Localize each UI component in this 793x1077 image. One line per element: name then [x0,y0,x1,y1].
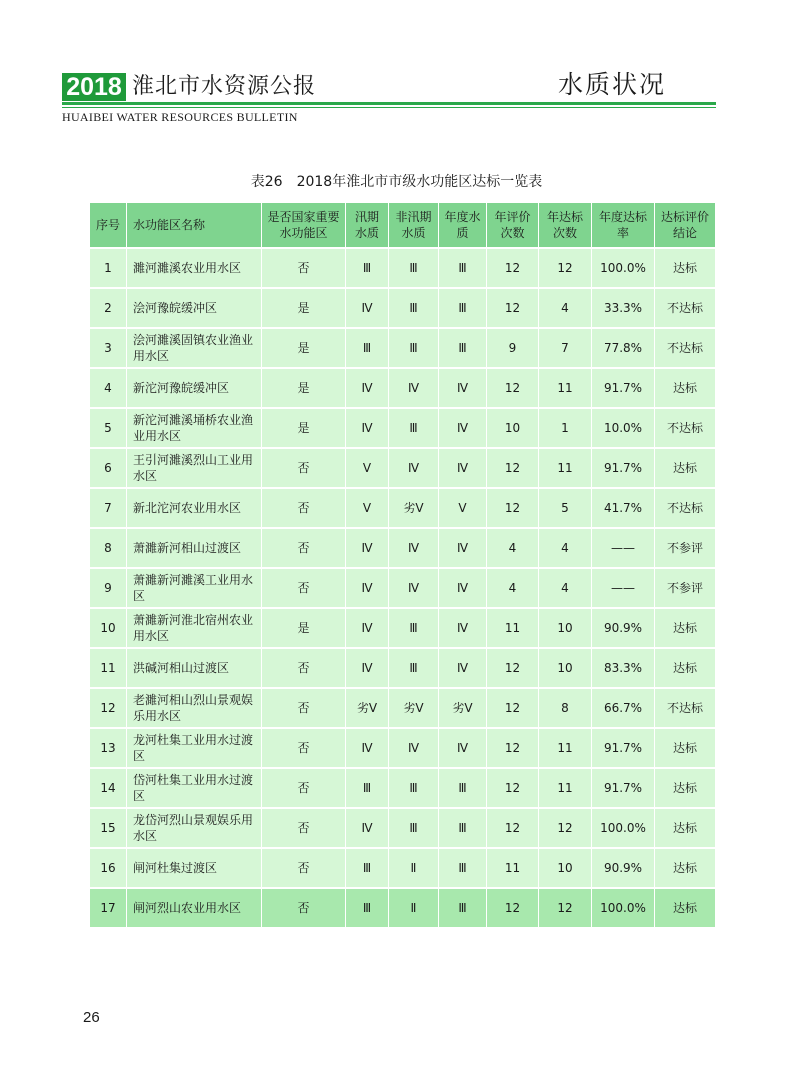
row-number-cell: 7 [90,489,127,529]
flood-season-quality-cell: Ⅳ [346,409,389,449]
table-row [90,489,716,529]
compliance-conclusion-cell: 达标 [655,889,716,929]
compliance-conclusion-cell: 不达标 [655,289,716,329]
compliance-conclusion-cell: 达标 [655,609,716,649]
row-number-cell: 9 [90,569,127,609]
annual-evaluation-count-cell: 11 [487,849,539,889]
annual-compliance-rate-cell: 83.3% [592,649,655,689]
annual-compliance-count-cell: 12 [539,889,592,929]
row-number-cell: 16 [90,849,127,889]
annual-compliance-rate-cell: 77.8% [592,329,655,369]
flood-season-quality-cell: Ⅴ [346,489,389,529]
column-header: 水功能区名称 [127,203,262,249]
page-number: 26 [83,1009,100,1026]
annual-quality-cell: Ⅲ [439,809,487,849]
water-quality-table [90,203,716,929]
table-row [90,289,716,329]
annual-quality-cell: Ⅲ [439,249,487,289]
row-number-cell: 5 [90,409,127,449]
table-row [90,689,716,729]
column-header: 是否国家重要水功能区 [262,203,346,249]
compliance-conclusion-cell: 不达标 [655,689,716,729]
annual-evaluation-count-cell: 12 [487,809,539,849]
table-row [90,889,716,929]
function-zone-name-cell: 王引河濉溪烈山工业用水区 [127,449,262,489]
function-zone-name-cell: 闸河杜集过渡区 [127,849,262,889]
row-number-cell: 3 [90,329,127,369]
bulletin-subtitle: HUAIBEI WATER RESOURCES BULLETIN [62,110,298,124]
annual-compliance-count-cell: 4 [539,529,592,569]
compliance-conclusion-cell: 不达标 [655,329,716,369]
non-flood-season-quality-cell: Ⅲ [389,249,439,289]
non-flood-season-quality-cell: Ⅳ [389,449,439,489]
annual-evaluation-count-cell: 10 [487,409,539,449]
column-header: 达标评价结论 [655,203,716,249]
national-important-flag-cell: 否 [262,689,346,729]
annual-quality-cell: Ⅳ [439,369,487,409]
national-important-flag-cell: 是 [262,369,346,409]
flood-season-quality-cell: Ⅳ [346,569,389,609]
table-row [90,609,716,649]
annual-compliance-count-cell: 4 [539,569,592,609]
annual-evaluation-count-cell: 4 [487,569,539,609]
annual-quality-cell: Ⅳ [439,609,487,649]
annual-compliance-rate-cell: 10.0% [592,409,655,449]
national-important-flag-cell: 否 [262,569,346,609]
row-number-cell: 1 [90,249,127,289]
annual-quality-cell: Ⅳ [439,449,487,489]
annual-evaluation-count-cell: 12 [487,489,539,529]
flood-season-quality-cell: Ⅲ [346,329,389,369]
header-rule [62,102,716,105]
annual-evaluation-count-cell: 12 [487,369,539,409]
national-important-flag-cell: 是 [262,609,346,649]
column-header: 汛期水质 [346,203,389,249]
non-flood-season-quality-cell: 劣Ⅴ [389,489,439,529]
function-zone-name-cell: 濉河濉溪农业用水区 [127,249,262,289]
function-zone-name-cell: 闸河烈山农业用水区 [127,889,262,929]
table-row [90,449,716,489]
annual-compliance-rate-cell: 91.7% [592,449,655,489]
flood-season-quality-cell: Ⅳ [346,369,389,409]
function-zone-name-cell: 洪碱河相山过渡区 [127,649,262,689]
table-row [90,529,716,569]
annual-quality-cell: Ⅳ [439,569,487,609]
annual-quality-cell: Ⅳ [439,529,487,569]
national-important-flag-cell: 否 [262,249,346,289]
compliance-conclusion-cell: 达标 [655,369,716,409]
compliance-conclusion-cell: 达标 [655,809,716,849]
annual-quality-cell: Ⅲ [439,329,487,369]
national-important-flag-cell: 否 [262,649,346,689]
flood-season-quality-cell: Ⅳ [346,289,389,329]
compliance-conclusion-cell: 不达标 [655,409,716,449]
annual-evaluation-count-cell: 12 [487,729,539,769]
compliance-conclusion-cell: 不参评 [655,569,716,609]
compliance-conclusion-cell: 达标 [655,449,716,489]
table-row [90,249,716,289]
table-row [90,769,716,809]
annual-compliance-rate-cell: 91.7% [592,729,655,769]
annual-evaluation-count-cell: 12 [487,449,539,489]
annual-compliance-count-cell: 10 [539,649,592,689]
annual-compliance-rate-cell: 90.9% [592,609,655,649]
national-important-flag-cell: 是 [262,409,346,449]
flood-season-quality-cell: Ⅳ [346,609,389,649]
row-number-cell: 2 [90,289,127,329]
function-zone-name-cell: 新沱河豫皖缓冲区 [127,369,262,409]
annual-compliance-count-cell: 1 [539,409,592,449]
function-zone-name-cell: 老濉河相山烈山景观娱乐用水区 [127,689,262,729]
function-zone-name-cell: 岱河杜集工业用水过渡区 [127,769,262,809]
annual-evaluation-count-cell: 9 [487,329,539,369]
annual-quality-cell: Ⅴ [439,489,487,529]
non-flood-season-quality-cell: Ⅳ [389,569,439,609]
column-header: 年度水质 [439,203,487,249]
table-row [90,369,716,409]
table-row [90,329,716,369]
function-zone-name-cell: 新北沱河农业用水区 [127,489,262,529]
non-flood-season-quality-cell: Ⅲ [389,409,439,449]
function-zone-name-cell: 龙河杜集工业用水过渡区 [127,729,262,769]
national-important-flag-cell: 否 [262,449,346,489]
annual-compliance-rate-cell: 91.7% [592,769,655,809]
annual-evaluation-count-cell: 4 [487,529,539,569]
annual-compliance-rate-cell: —— [592,569,655,609]
row-number-cell: 13 [90,729,127,769]
table-caption: 表26 2018年淮北市市级水功能区达标一览表 [250,174,543,190]
non-flood-season-quality-cell: Ⅲ [389,289,439,329]
table-row [90,809,716,849]
annual-compliance-count-cell: 11 [539,369,592,409]
bulletin-title: 淮北市水资源公报 [132,74,317,99]
annual-compliance-count-cell: 8 [539,689,592,729]
function-zone-name-cell: 萧濉新河濉溪工业用水区 [127,569,262,609]
flood-season-quality-cell: Ⅴ [346,449,389,489]
non-flood-season-quality-cell: 劣Ⅴ [389,689,439,729]
row-number-cell: 6 [90,449,127,489]
annual-evaluation-count-cell: 11 [487,609,539,649]
national-important-flag-cell: 否 [262,849,346,889]
annual-quality-cell: Ⅲ [439,769,487,809]
row-number-cell: 17 [90,889,127,929]
flood-season-quality-cell: Ⅳ [346,649,389,689]
non-flood-season-quality-cell: Ⅲ [389,809,439,849]
compliance-conclusion-cell: 达标 [655,769,716,809]
row-number-cell: 14 [90,769,127,809]
section-title: 水质状况 [557,70,666,99]
annual-quality-cell: 劣Ⅴ [439,689,487,729]
annual-quality-cell: Ⅳ [439,649,487,689]
compliance-conclusion-cell: 不参评 [655,529,716,569]
national-important-flag-cell: 否 [262,489,346,529]
flood-season-quality-cell: Ⅳ [346,729,389,769]
national-important-flag-cell: 是 [262,289,346,329]
function-zone-name-cell: 萧濉新河相山过渡区 [127,529,262,569]
function-zone-name-cell: 浍河豫皖缓冲区 [127,289,262,329]
annual-compliance-rate-cell: 100.0% [592,809,655,849]
annual-compliance-count-cell: 11 [539,729,592,769]
column-header: 年评价次数 [487,203,539,249]
compliance-conclusion-cell: 达标 [655,649,716,689]
column-header: 序号 [90,203,127,249]
table-row [90,849,716,889]
flood-season-quality-cell: Ⅳ [346,809,389,849]
flood-season-quality-cell: Ⅲ [346,769,389,809]
page-header [62,70,716,130]
non-flood-season-quality-cell: Ⅲ [389,769,439,809]
annual-compliance-count-cell: 12 [539,809,592,849]
annual-compliance-rate-cell: 100.0% [592,249,655,289]
annual-compliance-count-cell: 5 [539,489,592,529]
annual-quality-cell: Ⅳ [439,409,487,449]
non-flood-season-quality-cell: Ⅳ [389,729,439,769]
compliance-conclusion-cell: 不达标 [655,489,716,529]
annual-evaluation-count-cell: 12 [487,649,539,689]
annual-compliance-rate-cell: —— [592,529,655,569]
function-zone-name-cell: 浍河濉溪固镇农业渔业用水区 [127,329,262,369]
row-number-cell: 10 [90,609,127,649]
column-header: 年度达标率 [592,203,655,249]
row-number-cell: 11 [90,649,127,689]
annual-compliance-count-cell: 11 [539,449,592,489]
national-important-flag-cell: 否 [262,769,346,809]
national-important-flag-cell: 否 [262,529,346,569]
header-rule-thin [62,107,716,108]
annual-compliance-count-cell: 11 [539,769,592,809]
compliance-conclusion-cell: 达标 [655,849,716,889]
national-important-flag-cell: 否 [262,889,346,929]
table-row [90,729,716,769]
annual-quality-cell: Ⅳ [439,729,487,769]
annual-compliance-rate-cell: 90.9% [592,849,655,889]
annual-evaluation-count-cell: 12 [487,889,539,929]
annual-quality-cell: Ⅲ [439,889,487,929]
flood-season-quality-cell: Ⅲ [346,849,389,889]
non-flood-season-quality-cell: Ⅲ [389,649,439,689]
row-number-cell: 15 [90,809,127,849]
flood-season-quality-cell: Ⅲ [346,889,389,929]
non-flood-season-quality-cell: Ⅳ [389,529,439,569]
function-zone-name-cell: 龙岱河烈山景观娱乐用水区 [127,809,262,849]
annual-evaluation-count-cell: 12 [487,289,539,329]
compliance-conclusion-cell: 达标 [655,249,716,289]
flood-season-quality-cell: Ⅲ [346,249,389,289]
function-zone-name-cell: 新沱河濉溪埇桥农业渔业用水区 [127,409,262,449]
flood-season-quality-cell: Ⅳ [346,529,389,569]
compliance-conclusion-cell: 达标 [655,729,716,769]
table-row [90,569,716,609]
row-number-cell: 4 [90,369,127,409]
year-badge: 2018 [62,73,126,101]
table-body [90,249,716,929]
annual-quality-cell: Ⅲ [439,849,487,889]
row-number-cell: 8 [90,529,127,569]
table-row [90,409,716,449]
annual-compliance-count-cell: 10 [539,609,592,649]
non-flood-season-quality-cell: Ⅱ [389,889,439,929]
annual-evaluation-count-cell: 12 [487,769,539,809]
annual-compliance-rate-cell: 66.7% [592,689,655,729]
table-header-row [90,203,716,249]
function-zone-name-cell: 萧濉新河淮北宿州农业用水区 [127,609,262,649]
annual-evaluation-count-cell: 12 [487,249,539,289]
non-flood-season-quality-cell: Ⅱ [389,849,439,889]
national-important-flag-cell: 是 [262,329,346,369]
non-flood-season-quality-cell: Ⅳ [389,369,439,409]
row-number-cell: 12 [90,689,127,729]
national-important-flag-cell: 否 [262,809,346,849]
annual-evaluation-count-cell: 12 [487,689,539,729]
annual-compliance-count-cell: 7 [539,329,592,369]
annual-compliance-count-cell: 12 [539,249,592,289]
table-row [90,649,716,689]
annual-quality-cell: Ⅲ [439,289,487,329]
non-flood-season-quality-cell: Ⅲ [389,329,439,369]
annual-compliance-rate-cell: 33.3% [592,289,655,329]
annual-compliance-rate-cell: 41.7% [592,489,655,529]
flood-season-quality-cell: 劣Ⅴ [346,689,389,729]
column-header: 年达标次数 [539,203,592,249]
national-important-flag-cell: 否 [262,729,346,769]
annual-compliance-rate-cell: 91.7% [592,369,655,409]
annual-compliance-count-cell: 4 [539,289,592,329]
non-flood-season-quality-cell: Ⅲ [389,609,439,649]
column-header: 非汛期水质 [389,203,439,249]
annual-compliance-count-cell: 10 [539,849,592,889]
annual-compliance-rate-cell: 100.0% [592,889,655,929]
